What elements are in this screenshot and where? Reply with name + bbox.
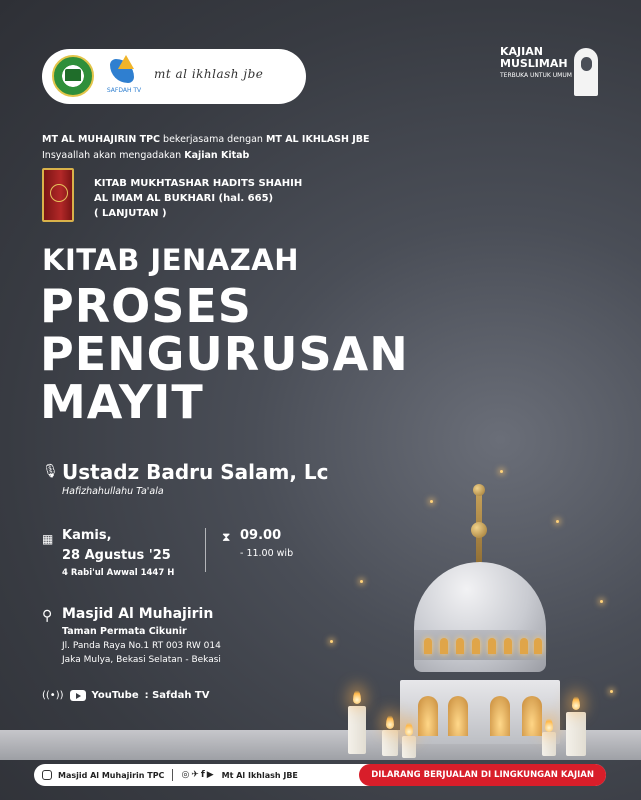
mosque-illustration xyxy=(380,470,630,770)
headline-sub: KITAB JENAZAH xyxy=(42,243,299,277)
mt-al-ikhlash-logo: mt al ikhlash jbe xyxy=(154,67,264,81)
event-hijri-date: 4 Rabi'ul Awwal 1447 H xyxy=(62,568,175,578)
candle-flame xyxy=(405,722,413,736)
footer-handle-muhajirin: Masjid Al Muhajirin TPC xyxy=(58,770,165,780)
youtube-icon xyxy=(70,690,86,701)
venue-area: Taman Permata Cikunir xyxy=(62,626,187,637)
intro-text xyxy=(42,132,370,164)
book-icon xyxy=(42,168,74,222)
speaker-name: Ustadz Badru Salam, Lc xyxy=(62,460,329,484)
hijab-silhouette-icon xyxy=(574,48,598,96)
footer-handle-ikhlash: Mt Al Ikhlash JBE xyxy=(221,770,298,780)
time-start: 09.00 xyxy=(240,528,282,543)
intro-org1: MT AL MUHAJIRIN TPC xyxy=(42,134,161,145)
partner-logos xyxy=(42,49,306,104)
headline-main xyxy=(40,279,409,429)
mic-icon: 🎙 xyxy=(42,464,59,479)
youtube-label: YouTube xyxy=(91,689,139,701)
intro-line2: Insyaallah akan mengadakan xyxy=(42,150,185,161)
social-icons: ◎✈f▶ xyxy=(181,770,216,780)
location-pin-icon: ⚲ xyxy=(42,608,53,624)
headline-line1: PROSES xyxy=(40,279,252,333)
sparkle xyxy=(330,640,333,643)
sparkle xyxy=(610,690,613,693)
footer-divider xyxy=(172,769,173,781)
sparkle xyxy=(430,500,433,503)
broadcast-info xyxy=(42,688,209,702)
intro-org2: MT AL IKHLASH JBE xyxy=(265,134,370,145)
candle-flame xyxy=(572,696,580,710)
brand-line1: KAJIAN xyxy=(500,45,543,58)
majelis-taklim-logo xyxy=(52,55,94,97)
intro-kajian-kitab: Kajian Kitab xyxy=(184,150,250,161)
calendar-icon: ▦ xyxy=(42,532,54,546)
candle xyxy=(566,712,586,756)
safdah-tv-logo xyxy=(104,55,142,94)
kitab-line1: KITAB MUKHTASHAR HADITS SHAHIH xyxy=(94,178,303,189)
intro-connector: bekerjasama dengan xyxy=(160,134,266,145)
time-end: - 11.00 wib xyxy=(240,548,294,559)
divider xyxy=(205,528,206,572)
brand-tagline: TERBUKA UNTUK UMUM xyxy=(500,72,572,79)
candle xyxy=(382,730,398,756)
candle xyxy=(542,732,556,756)
safdah-tv-caption: SAFDAH TV xyxy=(106,87,142,94)
venue-address2: Jaka Mulya, Bekasi Selatan - Bekasi xyxy=(62,655,221,665)
hourglass-icon: ⧗ xyxy=(222,530,231,544)
headline-line2: PENGURUSAN xyxy=(40,327,409,381)
candle-flame xyxy=(386,715,394,729)
candle-flame xyxy=(353,690,361,704)
kitab-title xyxy=(94,176,302,221)
no-selling-warning: DILARANG BERJUALAN DI LINGKUNGAN KAJIAN xyxy=(359,764,606,786)
candle-flame xyxy=(545,718,553,732)
sparkle xyxy=(600,600,603,603)
candle xyxy=(402,736,416,758)
sparkle xyxy=(360,580,363,583)
instagram-icon xyxy=(42,770,52,780)
event-day: Kamis, xyxy=(62,528,112,543)
sparkle xyxy=(556,520,559,523)
kitab-line3: ( LANJUTAN ) xyxy=(94,208,167,219)
venue-address1: Jl. Panda Raya No.1 RT 003 RW 014 xyxy=(62,641,221,651)
footer-bar xyxy=(34,764,606,786)
channel-name: : Safdah TV xyxy=(144,689,210,701)
kajian-muslimah-brand xyxy=(500,46,600,98)
speaker-honorific: Hafizhahullahu Ta'ala xyxy=(62,486,164,497)
venue-name: Masjid Al Muhajirin xyxy=(62,606,214,622)
sparkle xyxy=(500,470,503,473)
brand-line2: MUSLIMAH xyxy=(500,57,568,70)
headline-line3: MAYIT xyxy=(40,375,204,429)
candle xyxy=(348,706,366,754)
kitab-line2: AL IMAM AL BUKHARI (hal. 665) xyxy=(94,193,274,204)
event-date: 28 Agustus '25 xyxy=(62,548,171,563)
live-broadcast-icon: ((•)) xyxy=(42,689,64,701)
